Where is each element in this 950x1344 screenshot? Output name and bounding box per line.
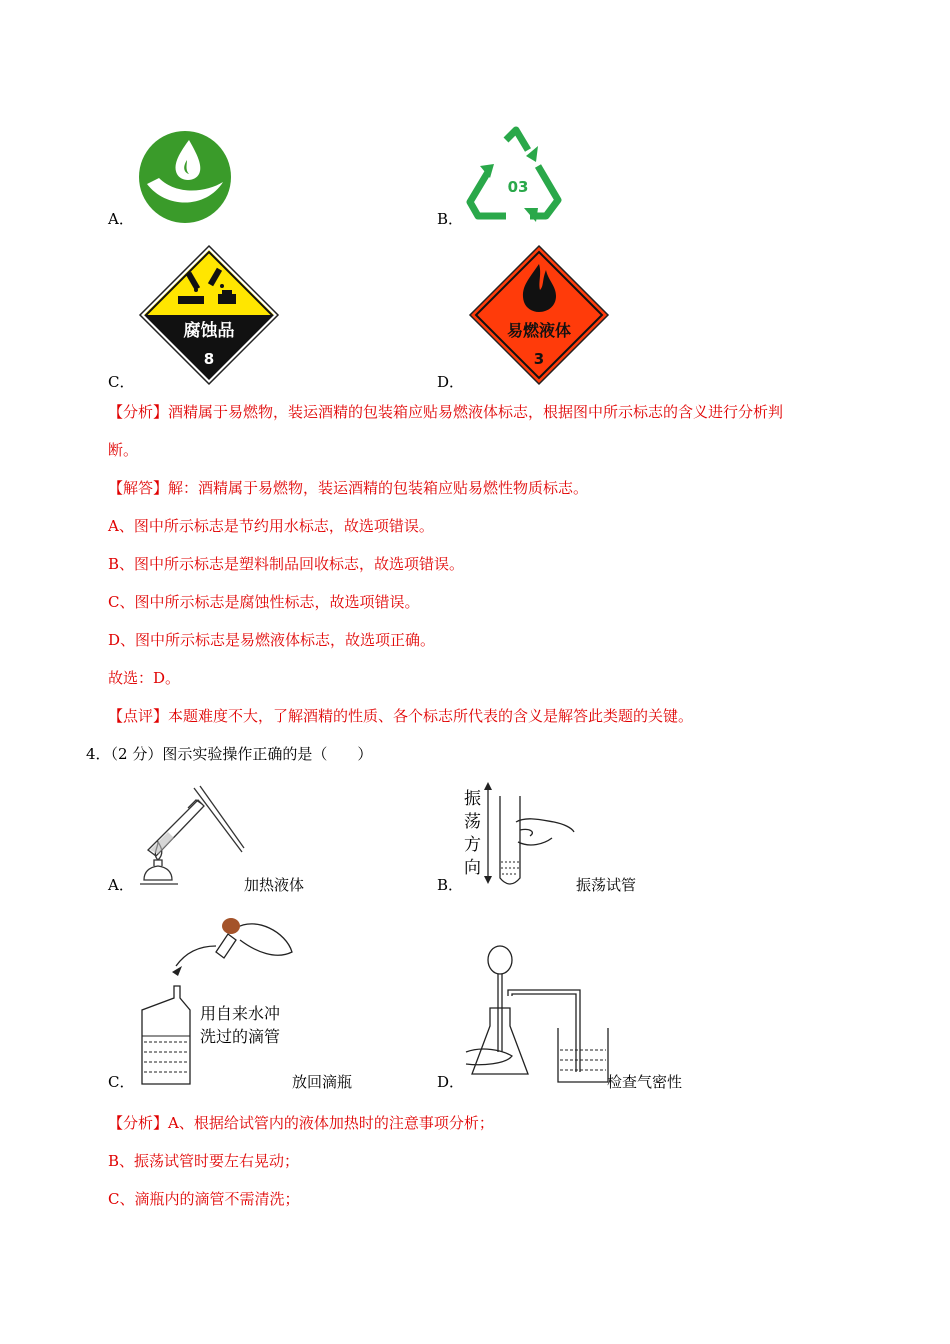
shaking-test-tube-illustration	[480, 782, 580, 892]
option-c-label: C．	[108, 373, 135, 391]
corrosive-text: 腐蚀品	[183, 321, 235, 341]
dropper-annotation-line2: 洗过的滴管	[200, 1027, 281, 1046]
option-b-label: B．	[437, 210, 464, 228]
water-saving-sign-icon	[137, 130, 233, 224]
q4-stem: 4．（2 分）图示实验操作正确的是（ ）	[86, 745, 373, 763]
flammable-liquid-sign-icon	[468, 244, 610, 386]
q4-option-c-caption: 放回滴瓶	[292, 1073, 353, 1091]
shake-text-char: 方	[464, 835, 481, 855]
shake-text-char: 向	[464, 858, 481, 878]
q3-analysis-line1: 【分析】酒精属于易燃物，装运酒精的包装箱应贴易燃液体标志，根据图中所示标志的含义进行分析判	[108, 403, 784, 421]
q4-analysis-c: C、滴瓶内的滴管不需清洗；	[108, 1190, 300, 1208]
q4-option-b-caption: 振荡试管	[576, 876, 637, 894]
q4-option-d-caption: 检查气密性	[607, 1073, 683, 1091]
flammable-text: 易燃液体	[506, 321, 572, 340]
q4-analysis-b: B、振荡试管时要左右晃动；	[108, 1152, 300, 1170]
recycle-number: 03	[507, 178, 529, 196]
q4-analysis-a: 【分析】A、根据给试管内的液体加热时的注意事项分析；	[108, 1114, 494, 1132]
option-a-label: A．	[108, 210, 134, 228]
q4-option-d-label: D．	[437, 1073, 465, 1091]
q4-option-a-label: A．	[108, 876, 134, 894]
q3-answer-intro: 【解答】解：酒精属于易燃物，装运酒精的包装箱应贴易燃性物质标志。	[108, 479, 589, 497]
option-d-label: D．	[437, 373, 465, 391]
recycle-sign-icon	[466, 126, 570, 222]
heating-liquid-illustration	[138, 780, 248, 892]
dropper-annotation	[200, 1002, 280, 1048]
q3-choice: 故选：D。	[108, 669, 181, 687]
shake-text-char: 振	[464, 789, 481, 809]
q3-analysis-line2: 断。	[108, 441, 139, 459]
shake-text-char: 荡	[464, 812, 481, 832]
q3-answer-option-d: D、图中所示标志是易燃液体标志，故选项正确。	[108, 631, 436, 649]
corrosive-sign-icon	[138, 244, 280, 386]
flammable-number: 3	[533, 350, 545, 368]
dropper-bottle-illustration	[136, 912, 296, 1090]
q3-comment: 【点评】本题难度不大，了解酒精的性质、各个标志所代表的含义是解答此类题的关键。	[108, 707, 694, 725]
dropper-annotation-line1: 用自来水冲	[200, 1004, 281, 1023]
airtightness-check-illustration	[462, 942, 612, 1088]
q3-answer-option-c: C、图中所示标志是腐蚀性标志，故选项错误。	[108, 593, 420, 611]
q4-option-b-label: B．	[437, 876, 464, 894]
q4-option-a-caption: 加热液体	[244, 876, 305, 894]
q3-answer-option-b: B、图中所示标志是塑料制品回收标志，故选项错误。	[108, 555, 465, 573]
corrosive-number: 8	[203, 350, 215, 368]
q4-option-c-label: C．	[108, 1073, 135, 1091]
q3-answer-option-a: A、图中所示标志是节约用水标志，故选项错误。	[108, 517, 434, 535]
